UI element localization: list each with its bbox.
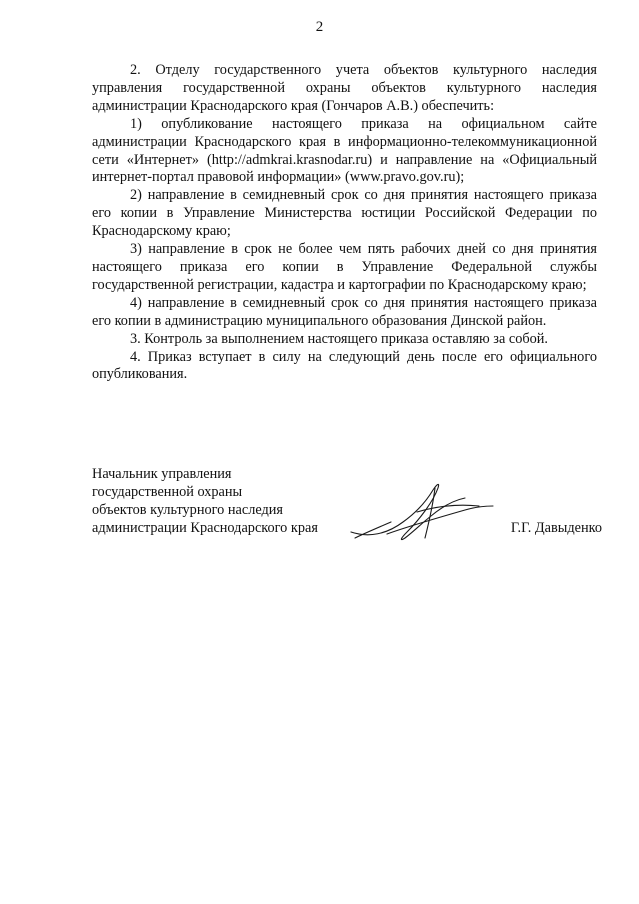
signatory-position-line: администрации Краснодарского края — [92, 519, 318, 536]
paragraph-item-3: 3. Контроль за выполнением настоящего приказа оставляю за собой. — [130, 330, 549, 347]
paragraph-subitem-4: 4) направление в семидневный срок со дня принятия настоящего приказа его копии в администрацию муниципального образования Динской район. — [92, 294, 597, 329]
paragraph-item-4: 4. Приказ вступает в силу на следующий день после его официального опубликования. — [92, 348, 597, 383]
paragraph-subitem-1: 1) опубликование настоящего приказа на официальном сайте администрации Краснодарского края в информационно-телекоммуникационной сети «Интернет» (http://admkrai.krasnodar.ru) и направление на «Официальный интернет-портал правовой информации» (www.pravo.gov.ru); — [92, 115, 597, 186]
signatory-name: Г.Г. Давыденко — [510, 519, 602, 536]
signatory-position-line: Начальник управления — [92, 466, 232, 482]
paragraph-subitem-2: 2) направление в семидневный срок со дня принятия настоящего приказа его копии в Управление Министерства юстиции Российской Федерации по Краснодарскому краю; — [92, 187, 597, 240]
signatory-position-line: государственной охраны — [92, 483, 243, 500]
handwritten-signature-icon — [347, 476, 497, 546]
paragraph-item-2: 2. Отделу государственного учета объектов культурного наследия управления государственной охраны объектов культурного наследия администрации Краснодарского края (Гончаров А.В.) обеспечить: — [92, 62, 597, 114]
signatory-position-line: объектов культурного наследия — [92, 501, 283, 518]
signatory-position — [92, 466, 318, 538]
paragraph-subitem-3: 3) направление в срок не более чем пять рабочих дней со дня принятия настоящего приказа его копии в Управление Федеральной службы государственной регистрации, кадастра и картографии по Краснодарскому краю; — [92, 241, 597, 293]
page-number: 2 — [315, 19, 324, 35]
document-body — [92, 62, 597, 384]
signature-block — [92, 466, 602, 546]
